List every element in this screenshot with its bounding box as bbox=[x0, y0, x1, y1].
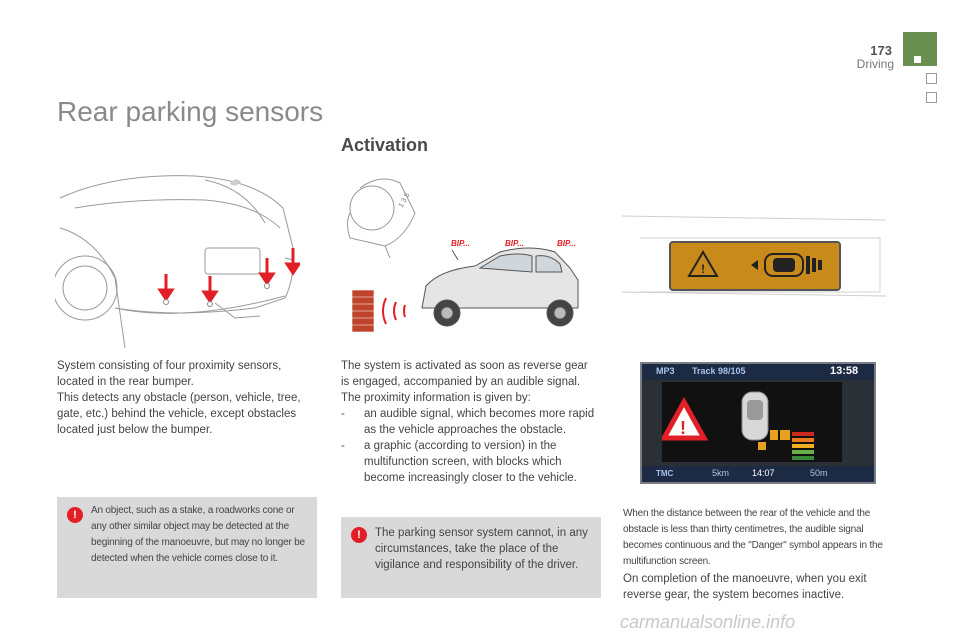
chapter-tab bbox=[926, 92, 937, 103]
screen-top-bar bbox=[642, 364, 874, 380]
note-text: The parking sensor system cannot, in any circumstances, take the place of the vigilance and responsibility of the driver. bbox=[375, 527, 588, 571]
bip-label: BIP... bbox=[451, 239, 470, 248]
svg-text:!: ! bbox=[680, 418, 686, 438]
footer-watermark: carmanualsonline.info bbox=[620, 612, 796, 632]
list-item-text: an audible signal, which becomes more rapid as the vehicle approaches the obstacle. bbox=[364, 408, 595, 436]
page-number: 173 bbox=[870, 43, 892, 58]
warning-note-middle bbox=[341, 517, 601, 598]
note-text: An object, such as a stake, a roadworks cone or any other similar object may be detected at the beginning of the manoeuvre, but may no longer be detected when the vehicle comes close to it. bbox=[91, 505, 305, 564]
warning-icon: ! bbox=[67, 507, 83, 523]
activation-intro: The system is activated as soon as reverse gear is engaged, accompanied by an audible signal. The proximity information is given by: bbox=[341, 360, 588, 404]
screen-tmc: TMC bbox=[656, 469, 674, 478]
screen-bottom-bar bbox=[642, 466, 874, 482]
parking-display bbox=[662, 382, 842, 462]
completion-text: On completion of the manoeuvre, when you exit reverse gear, the system becomes inactive. bbox=[623, 573, 867, 601]
screen-track: Track 98/105 bbox=[692, 366, 746, 376]
list-item-text: a graphic (according to version) in the multifunction screen, with blocks which become increasingly closer to the vehicle. bbox=[364, 440, 577, 484]
screen-arrival-time: 14:07 bbox=[752, 468, 775, 478]
distance-text: When the distance between the rear of the vehicle and the obstacle is less than thirty centimetres, the audible signal becomes continuous and the "Danger" symbol appears in the multifunction screen. bbox=[623, 508, 883, 567]
chapter-tab-active bbox=[903, 32, 937, 66]
svg-text:1 3 5: 1 3 5 bbox=[397, 192, 412, 209]
activation-list bbox=[341, 406, 599, 486]
rear-bumper-illustration bbox=[55, 168, 300, 350]
parking-graphic bbox=[662, 382, 842, 462]
svg-text:!: ! bbox=[701, 262, 705, 276]
bip-label: BIP... bbox=[505, 239, 524, 248]
instrument-panel-illustration bbox=[620, 212, 888, 302]
system-description: System consisting of four proximity sensors, located in the rear bumper. This detects any obstacle (person, vehicle, tree, gate, etc.) behind the vehicle, except obstacles located just below the bumper. bbox=[57, 360, 301, 436]
screen-range: 50m bbox=[810, 468, 828, 478]
multifunction-screen bbox=[640, 362, 876, 484]
list-item: - a graphic (according to version) in the multifunction screen, with blocks which become increasingly closer to the vehicle. bbox=[341, 440, 577, 484]
section-label: Driving bbox=[856, 57, 894, 71]
list-item: - an audible signal, which becomes more rapid as the vehicle approaches the obstacle. bbox=[341, 408, 595, 436]
screen-source: MP3 bbox=[656, 366, 675, 376]
activation-text bbox=[341, 358, 599, 486]
warning-icon: ! bbox=[351, 527, 367, 543]
section-heading: Activation bbox=[341, 135, 429, 155]
screen-time: 13:58 bbox=[830, 365, 859, 377]
warning-note-left bbox=[57, 497, 317, 598]
bip-label: BIP... bbox=[557, 239, 576, 248]
reverse-gear-illustration bbox=[340, 168, 605, 338]
page-title: Rear parking sensors bbox=[57, 96, 324, 127]
chapter-tab bbox=[926, 73, 937, 84]
screen-distance: 5km bbox=[712, 468, 730, 478]
